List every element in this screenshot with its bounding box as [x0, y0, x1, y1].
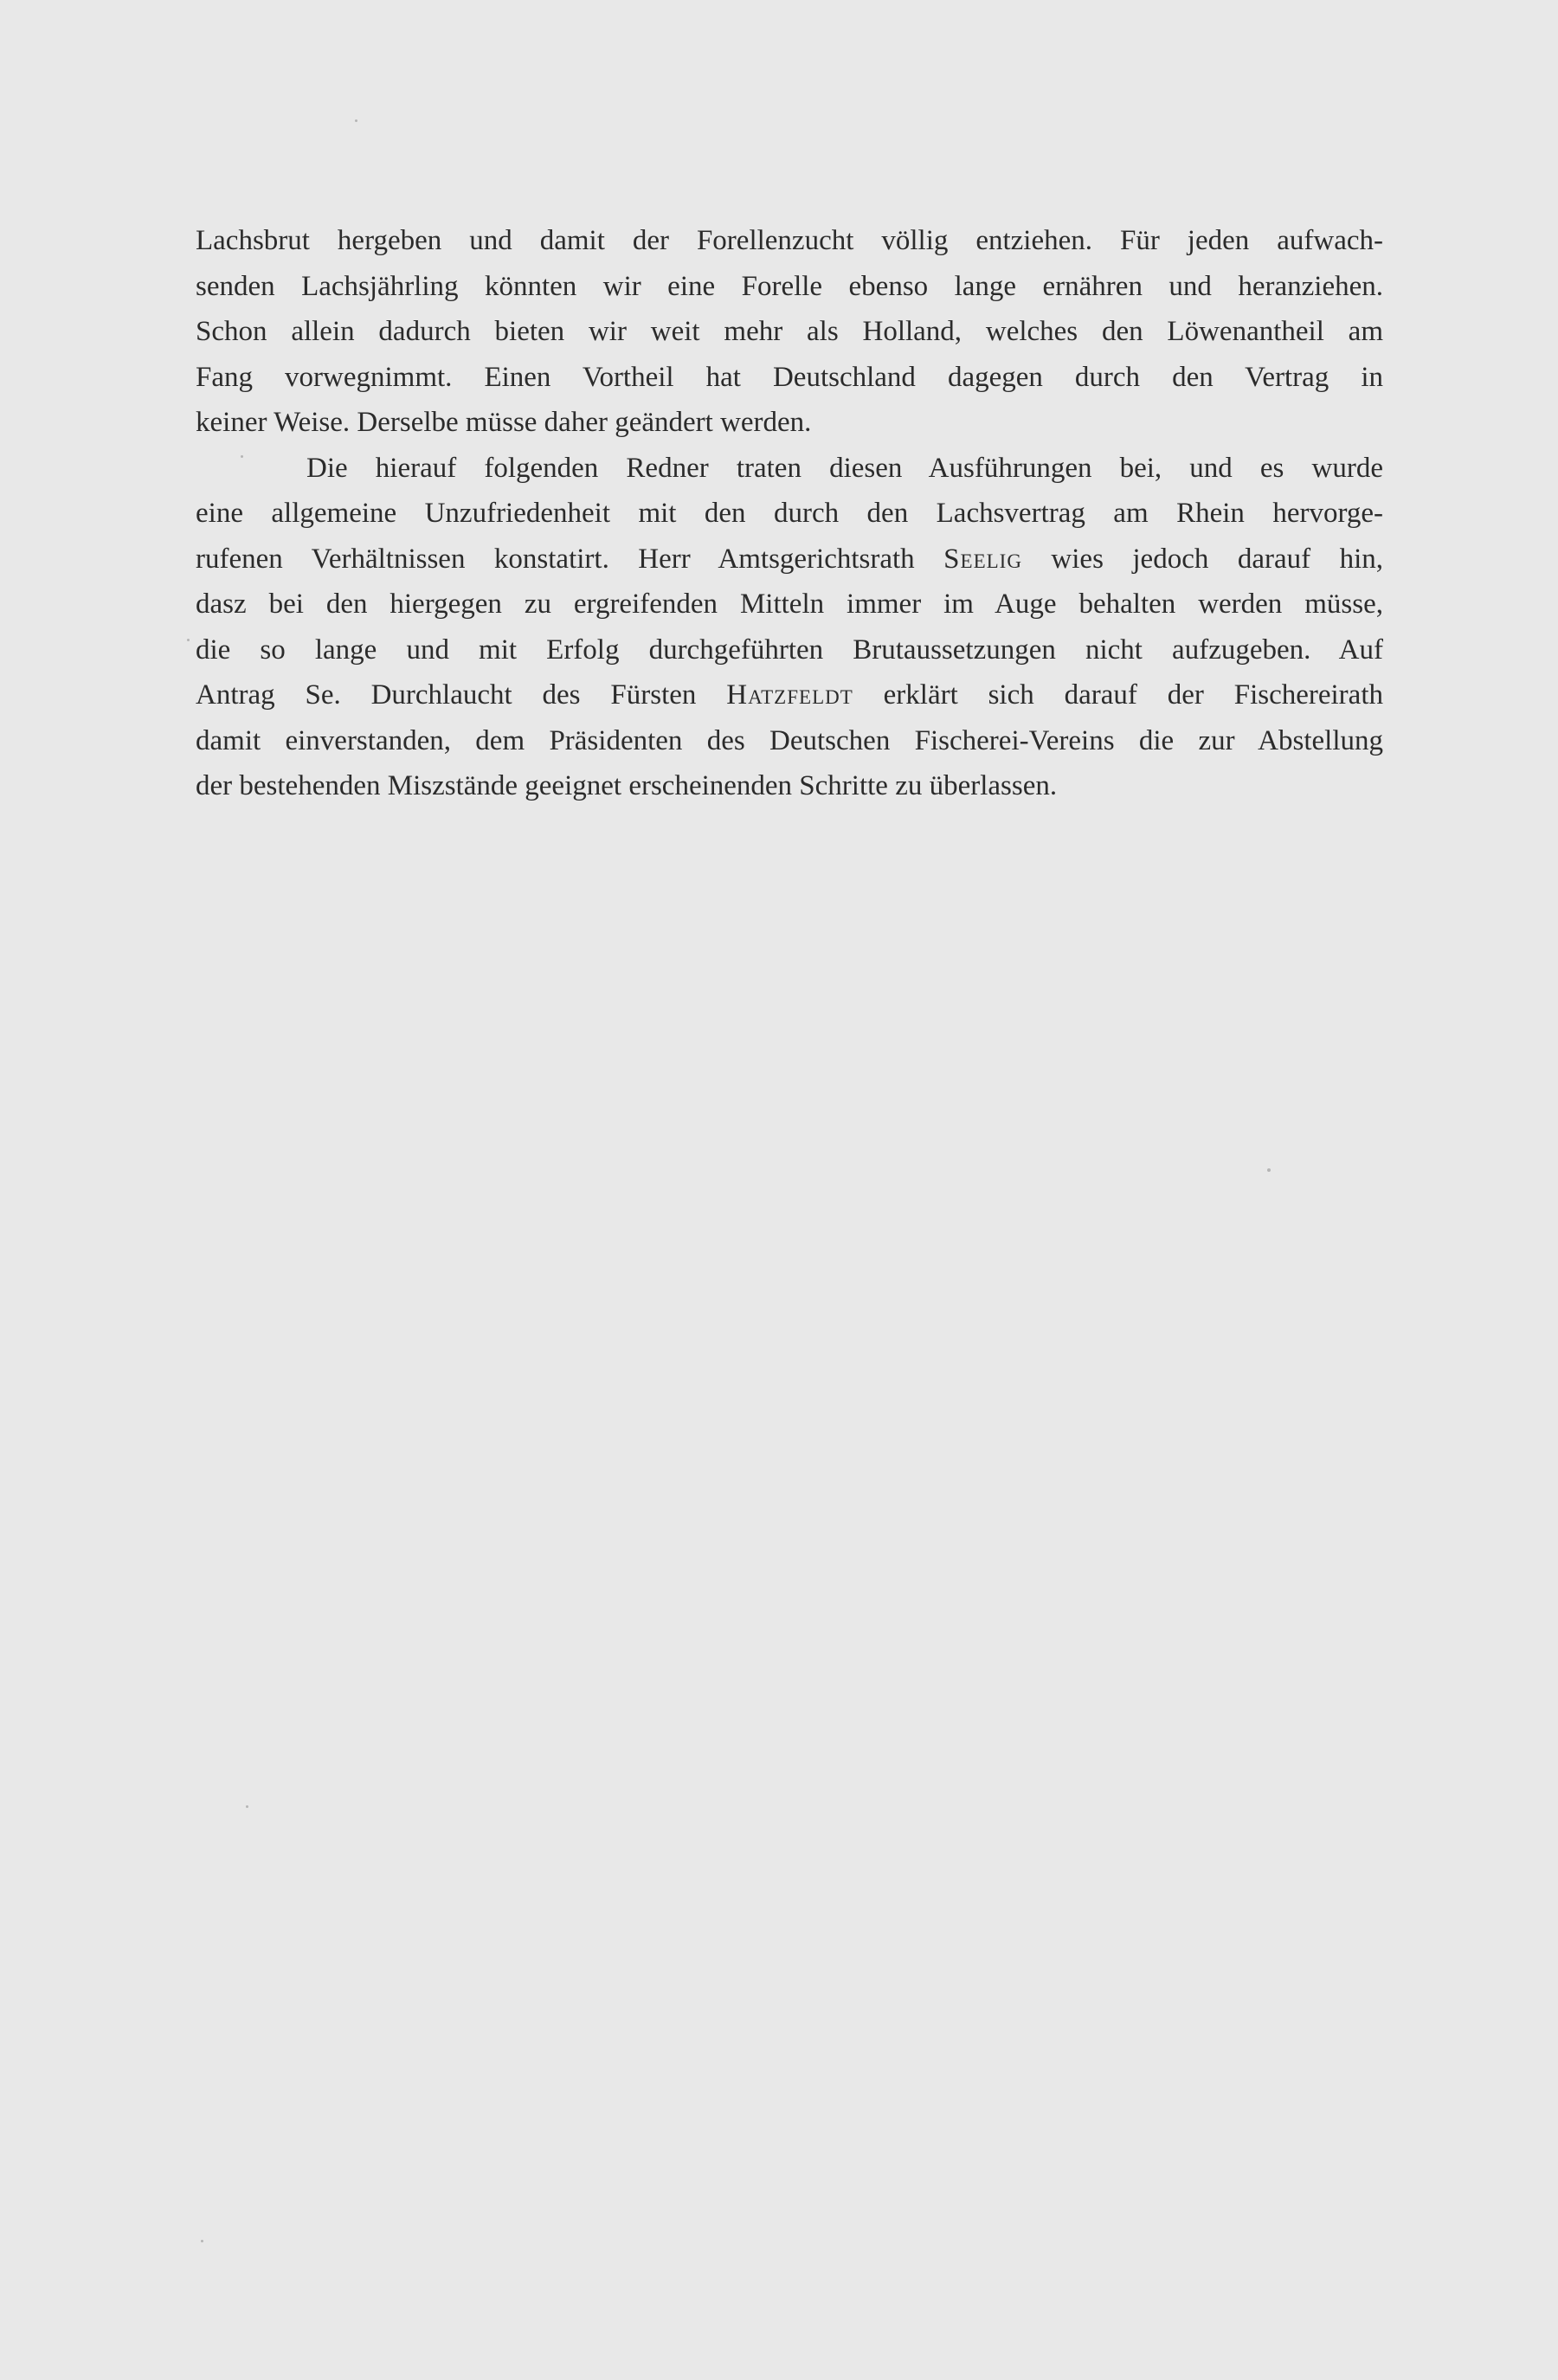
text-segment: dasz bei den hiergegen zu ergreifenden Mitteln immer im Auge behalten werden müsse, — [196, 589, 1383, 620]
text-segment: die so lange und mit Erfolg durchgeführten Brutaussetzungen nicht aufzugeben. Auf — [196, 634, 1383, 666]
text-line — [196, 763, 1383, 809]
text-segment: Schon allein dadurch bieten wir weit mehr als Holland, welches den Löwenantheil am — [196, 316, 1383, 347]
text-line — [196, 672, 1383, 718]
name-small-caps: Seelig — [943, 543, 1022, 575]
text-segment: Die hierauf folgenden Redner traten diesen Ausführungen bei, und es wurde — [306, 452, 1383, 484]
body-text — [196, 218, 1383, 809]
text-segment: wies jedoch darauf hin, — [1021, 543, 1383, 575]
paper-speck — [241, 455, 243, 458]
text-line — [196, 718, 1383, 764]
text-segment: der bestehenden Miszstände geeignet erscheinenden Schritte zu überlassen. — [196, 770, 1058, 801]
paper-speck — [246, 1805, 248, 1808]
text-segment: Fang vorwegnimmt. Einen Vortheil hat Deutschland dagegen durch den Vertrag in — [196, 361, 1383, 393]
text-segment: Antrag Se. Durchlaucht des Fürsten — [196, 679, 727, 711]
paper-speck — [1267, 1168, 1271, 1172]
text-line — [196, 491, 1383, 537]
text-segment: damit einverstanden, dem Präsidenten des Deutschen Fischerei-Vereins die zur Abstellung — [196, 724, 1383, 756]
text-segment: erklärt sich darauf der Fischereirath — [853, 679, 1383, 711]
text-line — [196, 218, 1383, 264]
text-line — [196, 264, 1383, 310]
text-segment: rufenen Verhältnissen konstatirt. Herr Amtsgerichtsrath — [196, 543, 944, 575]
paragraph — [196, 446, 1383, 809]
text-line — [196, 446, 1383, 492]
text-line — [196, 537, 1383, 582]
text-line — [196, 309, 1383, 355]
paper-speck — [355, 119, 357, 122]
text-line — [196, 582, 1383, 627]
paper-speck — [201, 2240, 203, 2242]
text-line — [196, 355, 1383, 401]
text-segment: eine allgemeine Unzufriedenheit mit den durch den Lachsvertrag am Rhein hervorge- — [196, 498, 1383, 529]
text-segment: keiner Weise. Derselbe müsse daher geändert werden. — [196, 407, 812, 438]
text-segment: senden Lachsjährling könnten wir eine Forelle ebenso lange ernähren und heranziehen. — [196, 270, 1383, 302]
text-line — [196, 400, 1383, 446]
text-line — [196, 627, 1383, 673]
text-segment: Lachsbrut hergeben und damit der Forellenzucht völlig entziehen. Für jeden aufwach- — [196, 225, 1383, 256]
paragraph — [196, 218, 1383, 446]
paper-speck — [187, 639, 190, 641]
name-small-caps: Hatzfeldt — [726, 679, 853, 711]
